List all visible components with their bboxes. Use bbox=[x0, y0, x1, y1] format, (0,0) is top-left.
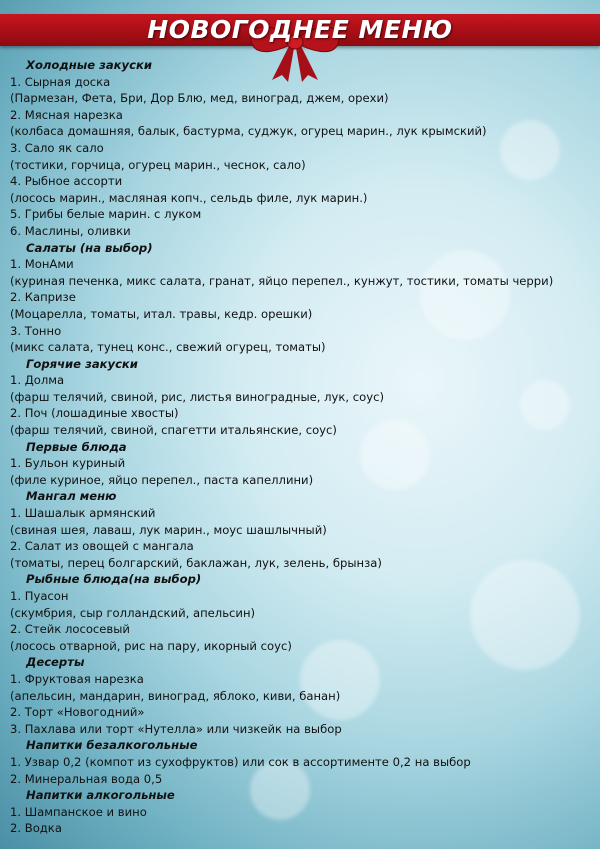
section-title: Холодные закуски bbox=[26, 58, 152, 72]
menu-item-name: 1. Пуасон bbox=[10, 589, 69, 603]
menu-item-description: (лосось марин., масляная копч., сельдь филе, лук марин.) bbox=[10, 190, 368, 205]
menu-item-description: (скумбрия, сыр голландский, апельсин) bbox=[10, 605, 256, 620]
menu-item-description: (томаты, перец болгарский, баклажан, лук, зелень, брынза) bbox=[10, 555, 382, 570]
section-title: Горячие закуски bbox=[26, 356, 138, 371]
menu-item-name: 3. Тонно bbox=[10, 323, 62, 338]
menu-item-description: (микс салата, тунец конс., свежий огурец, томаты) bbox=[10, 340, 326, 355]
menu-item-description: (Моцарелла, томаты, итал. травы, кедр. орешки) bbox=[10, 306, 313, 321]
menu-item-name: 2. Водка bbox=[10, 821, 62, 836]
menu-list bbox=[10, 57, 595, 837]
menu-item-description: (Пармезан, Фета, Бри, Дор Блю, мед, виноград, джем, орехи) bbox=[10, 91, 389, 106]
menu-item-description: (апельсин, мандарин, виноград, яблоко, киви, банан) bbox=[10, 688, 341, 703]
menu-item-name: 2. Торт «Новогодний» bbox=[10, 705, 145, 720]
section-title: Напитки алкогольные bbox=[26, 788, 175, 803]
menu-item-name: 1. Сырная доска bbox=[10, 74, 111, 89]
menu-item-description: (свиная шея, лаваш, лук марин., моус шашлычный) bbox=[10, 522, 327, 537]
menu-item-name: 1. Шампанское и вино bbox=[10, 804, 147, 819]
menu-item-description: (фарш телячий, свиной, рис, листья виноградные, лук, соус) bbox=[10, 389, 385, 404]
menu-item-name: 2. Минеральная вода 0,5 bbox=[10, 771, 163, 786]
menu-item-name: 3. Сало як сало bbox=[10, 140, 104, 155]
menu-item-name: 2. Капризе bbox=[10, 290, 76, 305]
menu-item-description: (фарш телячий, свиной, спагетти итальянские, соус) bbox=[10, 423, 337, 438]
menu-item-name: 1. Бульон куриный bbox=[10, 456, 126, 471]
menu-item-name: 5. Грибы белые марин. с луком bbox=[10, 207, 202, 222]
section-title: Мангал меню bbox=[26, 489, 117, 504]
menu-item-description: (колбаса домашняя, балык, бастурма, суджук, огурец марин., лук крымский) bbox=[10, 124, 487, 139]
menu-item-name: 2. Стейк лососевый bbox=[10, 622, 130, 637]
menu-item-description: (тостики, горчица, огурец марин., чеснок, сало) bbox=[10, 157, 306, 172]
menu-item-name: 3. Пахлава или торт «Нутелла» или чизкейк на выбор bbox=[10, 721, 342, 736]
page-title: НОВОГОДНЕЕ МЕНЮ bbox=[147, 15, 453, 44]
menu-item-name: 1. Фруктовая нарезка bbox=[10, 671, 144, 686]
menu-item-name: 1. Долма bbox=[10, 373, 65, 388]
section-title: Напитки безалкогольные bbox=[26, 738, 198, 753]
menu-item-name: 1. Шашалык армянский bbox=[10, 506, 156, 521]
menu-item-name: 2. Мясная нарезка bbox=[10, 107, 123, 122]
menu-item-name: 2. Поч (лошадиные хвосты) bbox=[10, 406, 179, 421]
section-title: Рыбные блюда(на выбор) bbox=[26, 572, 202, 587]
menu-item-description: (лосось отварной, рис на пару, икорный соус) bbox=[10, 638, 292, 653]
menu-item-name: 2. Салат из овощей с мангала bbox=[10, 539, 194, 554]
menu-item-name: 6. Маслины, оливки bbox=[10, 223, 131, 238]
menu-item-name: 1. МонАми bbox=[10, 257, 74, 272]
section-title: Салаты (на выбор) bbox=[26, 240, 153, 255]
menu-item-name: 1. Узвар 0,2 (компот из сухофруктов) или сок в ассортименте 0,2 на выбор bbox=[10, 754, 471, 769]
menu-item-name: 4. Рыбное ассорти bbox=[10, 174, 123, 189]
menu-item-description: (филе куриное, яйцо перепел., паста капеллини) bbox=[10, 472, 314, 487]
section-title: Первые блюда bbox=[26, 439, 127, 454]
menu-item-description: (куриная печенка, микс салата, гранат, яйцо перепел., кунжут, тостики, томаты черри) bbox=[10, 273, 554, 288]
section-title: Десерты bbox=[26, 655, 85, 670]
